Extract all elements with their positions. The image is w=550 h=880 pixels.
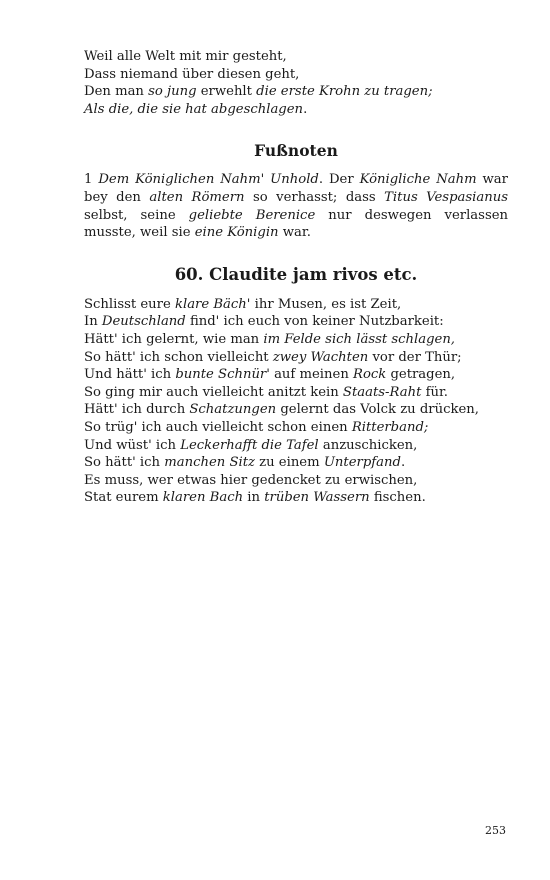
verse-line xyxy=(84,331,508,349)
text-run: auf meinen xyxy=(269,367,354,383)
text-run: in xyxy=(243,490,265,506)
text-run: 1 xyxy=(84,172,99,188)
italic-text: Staats-Raht xyxy=(342,384,422,400)
italic-text: im Felde sich lässt schlagen, xyxy=(263,331,455,347)
verse-line xyxy=(84,101,508,119)
italic-text: so jung xyxy=(148,84,197,100)
verse-line xyxy=(84,366,508,384)
italic-text: Dem Königlichen Nahm' Unhold xyxy=(98,172,319,188)
text-run: nur deswegen verlassen musste, weil sie xyxy=(84,207,509,241)
italic-text: zwey Wachten xyxy=(272,349,369,365)
text-run: So trüg' ich auch vielleicht schon einen xyxy=(84,419,352,435)
verse-line xyxy=(84,489,508,507)
text-run: Es muss, wer etwas hier gedencket zu erwischen, xyxy=(84,472,418,488)
italic-text: klaren Bach xyxy=(162,490,244,506)
italic-text: manchen Sitz xyxy=(164,455,255,471)
text-run: . Der xyxy=(318,172,360,188)
poem-body xyxy=(84,296,508,507)
verse-line xyxy=(84,401,508,419)
italic-text: alten Römern xyxy=(149,189,245,205)
text-run: anzuschicken, xyxy=(318,437,418,453)
text-run: ihr Musen, es ist Zeit, xyxy=(250,296,402,312)
stanza-end xyxy=(84,48,508,118)
italic-text: geliebte Berenice xyxy=(188,207,316,223)
poem-title: 60. Claudite jam rivos etc. xyxy=(174,264,418,284)
italic-text: Als die, die sie hat abgeschlagen xyxy=(84,101,304,117)
italic-text: Titus Vespasianus xyxy=(384,189,508,205)
text-run: erwehlt xyxy=(196,84,257,100)
text-run: war bey den xyxy=(84,172,508,205)
italic-text: Deutschland xyxy=(101,314,186,330)
text-run: . xyxy=(400,455,406,471)
text-run: Hätt' ich gelernt, wie man xyxy=(84,331,264,347)
footnote-1 xyxy=(84,171,508,241)
verse-line xyxy=(84,454,508,472)
text-run: getragen, xyxy=(386,367,456,383)
verse-line xyxy=(84,313,508,331)
italic-text: klare Bäch' xyxy=(174,296,251,312)
italic-text: eine Königin xyxy=(194,225,279,241)
italic-text: Königliche Nahm xyxy=(359,172,477,188)
text-run: selbst, seine xyxy=(84,207,189,223)
italic-text: bunte Schnür' xyxy=(175,367,270,383)
text-run: Schlisst eure xyxy=(84,296,175,312)
italic-text: trüben Wassern xyxy=(264,490,370,506)
text-run: so verhasst; dass xyxy=(244,189,385,205)
text-run: In xyxy=(84,314,102,330)
verse-line xyxy=(84,349,508,367)
verse-line xyxy=(84,48,508,66)
italic-text: Leckerhafft die Tafel xyxy=(180,437,319,453)
text-run: zu einem xyxy=(254,455,324,471)
text-run: war. xyxy=(278,225,311,241)
footnotes-heading: Fußnoten xyxy=(254,141,338,161)
text-run: vor der Thür; xyxy=(368,349,462,365)
text-run: Weil alle Welt mit mir gesteht, xyxy=(84,49,287,64)
text-run: für. xyxy=(421,384,449,400)
verse-line xyxy=(84,437,508,455)
text-run: Dass niemand über diesen geht, xyxy=(84,66,300,82)
verse-line xyxy=(84,83,508,101)
verse-line xyxy=(84,472,508,490)
text-run: gelernt das Volck zu drücken, xyxy=(276,402,479,418)
text-run: fischen. xyxy=(369,490,426,506)
text-run: . xyxy=(303,101,308,117)
text-run: Und hätt' ich xyxy=(84,367,176,383)
italic-text: Rock xyxy=(353,367,387,383)
text-run: find' ich euch von keiner Nutzbarkeit: xyxy=(185,314,444,330)
text-run: Hätt' ich durch xyxy=(84,402,190,418)
book-page xyxy=(84,48,508,507)
verse-line xyxy=(84,384,508,402)
verse-line xyxy=(84,296,508,314)
text-run: So hätt' ich xyxy=(84,455,165,471)
text-run: Und wüst' ich xyxy=(84,437,181,453)
italic-text: Schatzungen xyxy=(189,402,277,418)
italic-text: Unterpfand xyxy=(323,455,401,471)
verse-line xyxy=(84,66,508,84)
italic-text: Ritterband; xyxy=(351,419,429,435)
italic-text: die erste Krohn zu tragen; xyxy=(256,84,433,100)
page-number: 253 xyxy=(485,824,506,837)
text-run: Stat eurem xyxy=(84,490,163,506)
text-run: So hätt' ich schon vielleicht xyxy=(84,349,273,365)
text-run: Den man xyxy=(84,84,149,100)
text-run: So ging mir auch vielleicht anitzt kein xyxy=(84,384,343,400)
verse-line xyxy=(84,419,508,437)
